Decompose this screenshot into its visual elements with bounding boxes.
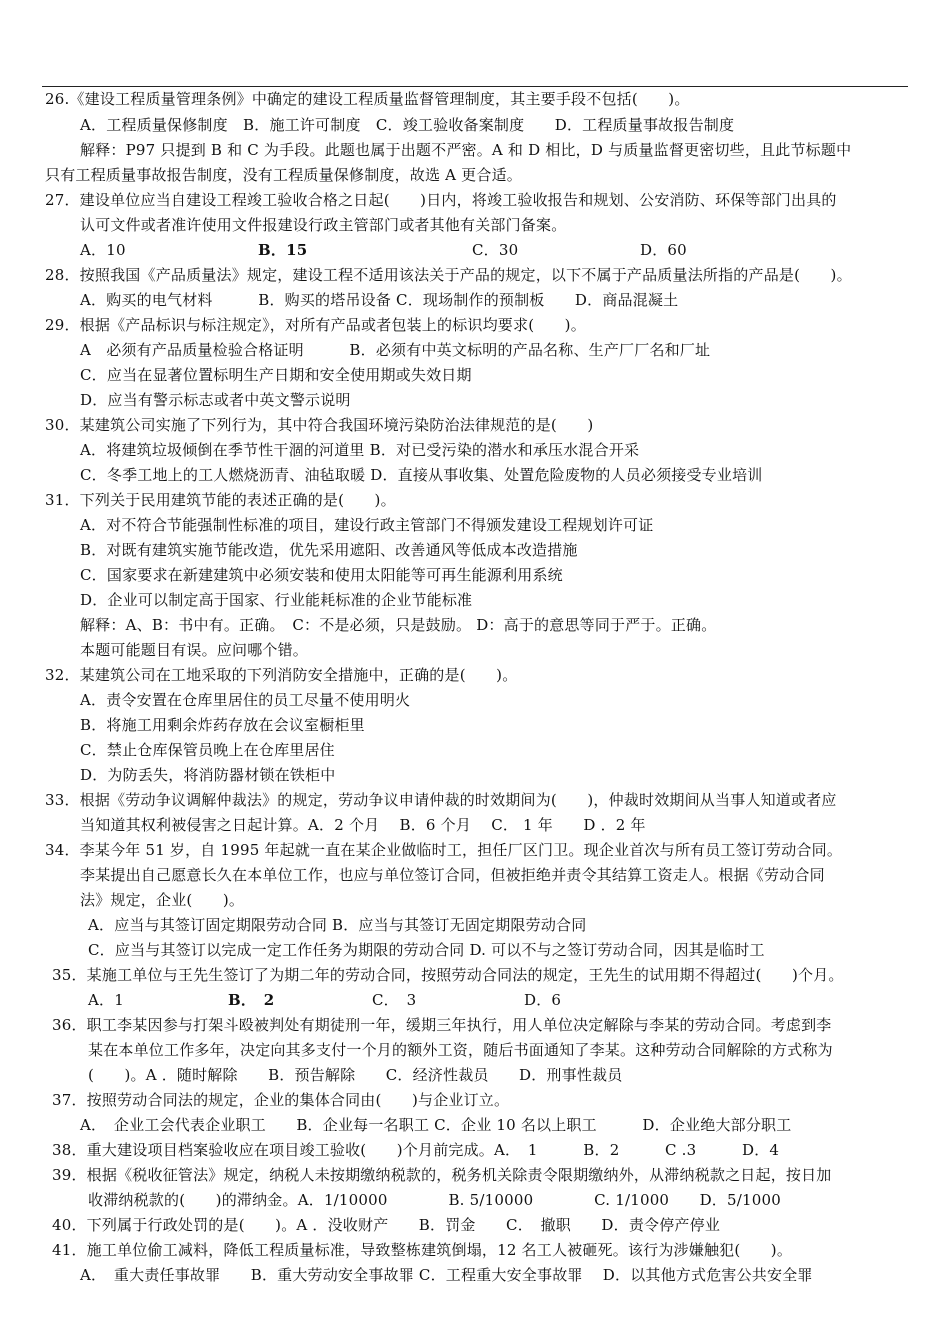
q40-stem-options: 40．下列属于行政处罚的是( )。A ．没收财产 B．罚金 C． 撤职 D．责令停产停业 bbox=[52, 1216, 721, 1234]
q32-option-a: A．责令安置在仓库里居住的员工尽量不使用明火 bbox=[80, 691, 411, 709]
q34-options-cd: C．应当与其签订以完成一定工作任务为期限的劳动合同 D. 可以不与之签订劳动合同，因其是临时工 bbox=[88, 941, 765, 959]
q32-option-c: C．禁止仓库保管员晚上在仓库里居住 bbox=[80, 741, 335, 759]
q32-option-b: B．将施工用剩余炸药存放在会议室橱柜里 bbox=[80, 716, 365, 734]
q35-stem: 35．某施工单位与王先生签订了为期二年的劳动合同，按照劳动合同法的规定，王先生的试用期不得超过( )个月。 bbox=[52, 966, 844, 984]
q29-option-c: C．应当在显著位置标明生产日期和安全使用期或失效日期 bbox=[80, 366, 472, 384]
q29-option-d: D．应当有警示标志或者中英文警示说明 bbox=[80, 391, 351, 409]
q27-option-d: D．60 bbox=[640, 241, 687, 259]
q28-options: A．购买的电气材料 B．购买的塔吊设备 C．现场制作的预制板 D．商品混凝土 bbox=[80, 291, 679, 309]
q29-options-ab: A 必须有产品质量检验合格证明 B．必须有中英文标明的产品名称、生产厂厂名和厂址 bbox=[80, 341, 711, 359]
q41-stem: 41．施工单位偷工减料，降低工程质量标准，导致整栋建筑倒塌，12 名工人被砸死。该行为涉嫌触犯( )。 bbox=[52, 1241, 793, 1259]
q39-stem: 39．根据《税收征管法》规定，纳税人未按期缴纳税款的，税务机关除责令限期缴纳外，从滞纳税款之日起，按日加 bbox=[52, 1166, 832, 1184]
q32-option-d: D．为防丢失，将消防器材锁在铁柜中 bbox=[80, 766, 336, 784]
q31-note: 本题可能题目有误。应问哪个错。 bbox=[80, 641, 309, 659]
q26-options: A．工程质量保修制度 B．施工许可制度 C．竣工验收备案制度 D．工程质量事故报告制度 bbox=[80, 116, 735, 134]
q37-stem: 37．按照劳动合同法的规定，企业的集体合同由( )与企业订立。 bbox=[52, 1091, 510, 1109]
q34-stem-end: 法》规定，企业( )。 bbox=[80, 891, 245, 909]
q35-option-a: A．1 bbox=[88, 991, 124, 1009]
q35-option-c: C． 3 bbox=[372, 991, 417, 1009]
q33-stem-options: 当知道其权利被侵害之日起计算。A．2 个月 B．6 个月 C． 1 年 D ．2 年 bbox=[80, 816, 646, 834]
q35-option-d: D．6 bbox=[524, 991, 562, 1009]
q31-option-b: B．对既有建筑实施节能改造，优先采用遮阳、改善通风等低成本改造措施 bbox=[80, 541, 578, 559]
q26-explanation-cont: 只有工程质量事故报告制度，没有工程质量保修制度，故选 A 更合适。 bbox=[45, 166, 522, 184]
q34-stem: 34．李某今年 51 岁，自 1995 年起就一直在某企业做临时工，担任厂区门卫。现企业首次与所有员工签订劳动合同。 bbox=[45, 841, 843, 859]
q31-option-a: A．对不符合节能强制性标准的项目，建设行政主管部门不得颁发建设工程规划许可证 bbox=[80, 516, 654, 534]
q27-option-a: A．10 bbox=[80, 241, 126, 259]
q33-stem: 33．根据《劳动争议调解仲裁法》的规定，劳动争议申请仲裁的时效期间为( )，仲裁时效期间从当事人知道或者应 bbox=[45, 791, 837, 809]
q31-explanation: 解释：A、B：书中有。正确。 C：不是必须，只是鼓励。 D：高于的意思等同于严于。正确。 bbox=[80, 616, 717, 634]
q31-option-d: D．企业可以制定高于国家、行业能耗标准的企业节能标准 bbox=[80, 591, 473, 609]
q27-option-b: B．15 bbox=[258, 241, 308, 259]
q34-stem-cont: 李某提出自己愿意长久在本单位工作，也应与单位签订合同，但被拒绝并责令其结算工资走人。根据《劳动合同 bbox=[80, 866, 825, 884]
q30-stem: 30．某建筑公司实施了下列行为，其中符合我国环境污染防治法律规范的是( ) bbox=[45, 416, 594, 434]
q26-stem: 26.《建设工程质量管理条例》中确定的建设工程质量监督管理制度，其主要手段不包括( )。 bbox=[45, 90, 690, 108]
q35-option-b: B． 2 bbox=[228, 991, 275, 1009]
header-rule bbox=[42, 86, 908, 87]
q36-stem: 36．职工李某因参与打架斗殴被判处有期徒刑一年，缓期三年执行，用人单位决定解除与李某的劳动合同。考虑到李 bbox=[52, 1016, 832, 1034]
q41-options: A． 重大责任事故罪 B．重大劳动安全事故罪 C．工程重大安全事故罪 D．以其他方式危害公共安全罪 bbox=[80, 1266, 813, 1284]
q31-option-c: C．国家要求在新建建筑中必须安装和使用太阳能等可再生能源利用系统 bbox=[80, 566, 563, 584]
q38-stem-options: 38．重大建设项目档案验收应在项目竣工验收( )个月前完成。A． 1 B．2 C .3 D．4 bbox=[52, 1141, 780, 1159]
q30-options-ab: A．将建筑垃圾倾倒在季节性干涸的河道里 B．对已受污染的潜水和承压水混合开采 bbox=[80, 441, 640, 459]
q29-stem: 29．根据《产品标识与标注规定》，对所有产品或者包装上的标识均要求( )。 bbox=[45, 316, 586, 334]
q32-stem: 32．某建筑公司在工地采取的下列消防安全措施中，正确的是( )。 bbox=[45, 666, 518, 684]
q39-stem-options: 收滞纳税款的( )的滞纳金。A．1/10000 B. 5/10000 C. 1/1000 D．5/1000 bbox=[88, 1191, 781, 1209]
q26-explanation: 解释：P97 只提到 B 和 C 为手段。此题也属于出题不严密。A 和 D 相比，D 与质量监督更密切些，且此节标题中 bbox=[80, 141, 852, 159]
q27-option-c: C．30 bbox=[472, 241, 519, 259]
q27-stem-cont: 认可文件或者准许使用文件报建设行政主管部门或者其他有关部门备案。 bbox=[80, 216, 567, 234]
q36-stem-cont: 某在本单位工作多年，决定向其多支付一个月的额外工资，随后书面通知了李某。这种劳动合同解除的方式称为 bbox=[88, 1041, 833, 1059]
q36-options: ( )。A ．随时解除 B．预告解除 C．经济性裁员 D．刑事性裁员 bbox=[88, 1066, 623, 1084]
q37-options: A． 企业工会代表企业职工 B．企业每一名职工 C．企业 10 名以上职工 D．企业绝大部分职工 bbox=[80, 1116, 792, 1134]
q30-options-cd: C．冬季工地上的工人燃烧沥青、油毡取暖 D．直接从事收集、处置危险废物的人员必须接受专业培训 bbox=[80, 466, 763, 484]
q34-options-ab: A．应当与其签订固定期限劳动合同 B．应当与其签订无固定期限劳动合同 bbox=[88, 916, 587, 934]
q31-stem: 31．下列关于民用建筑节能的表述正确的是( )。 bbox=[45, 491, 396, 509]
q28-stem: 28．按照我国《产品质量法》规定，建设工程不适用该法关于产品的规定，以下不属于产品质量法所指的产品是( )。 bbox=[45, 266, 852, 284]
q27-stem: 27．建设单位应当自建设工程竣工验收合格之日起( )日内，将竣工验收报告和规划、公安消防、环保等部门出具的 bbox=[45, 191, 837, 209]
